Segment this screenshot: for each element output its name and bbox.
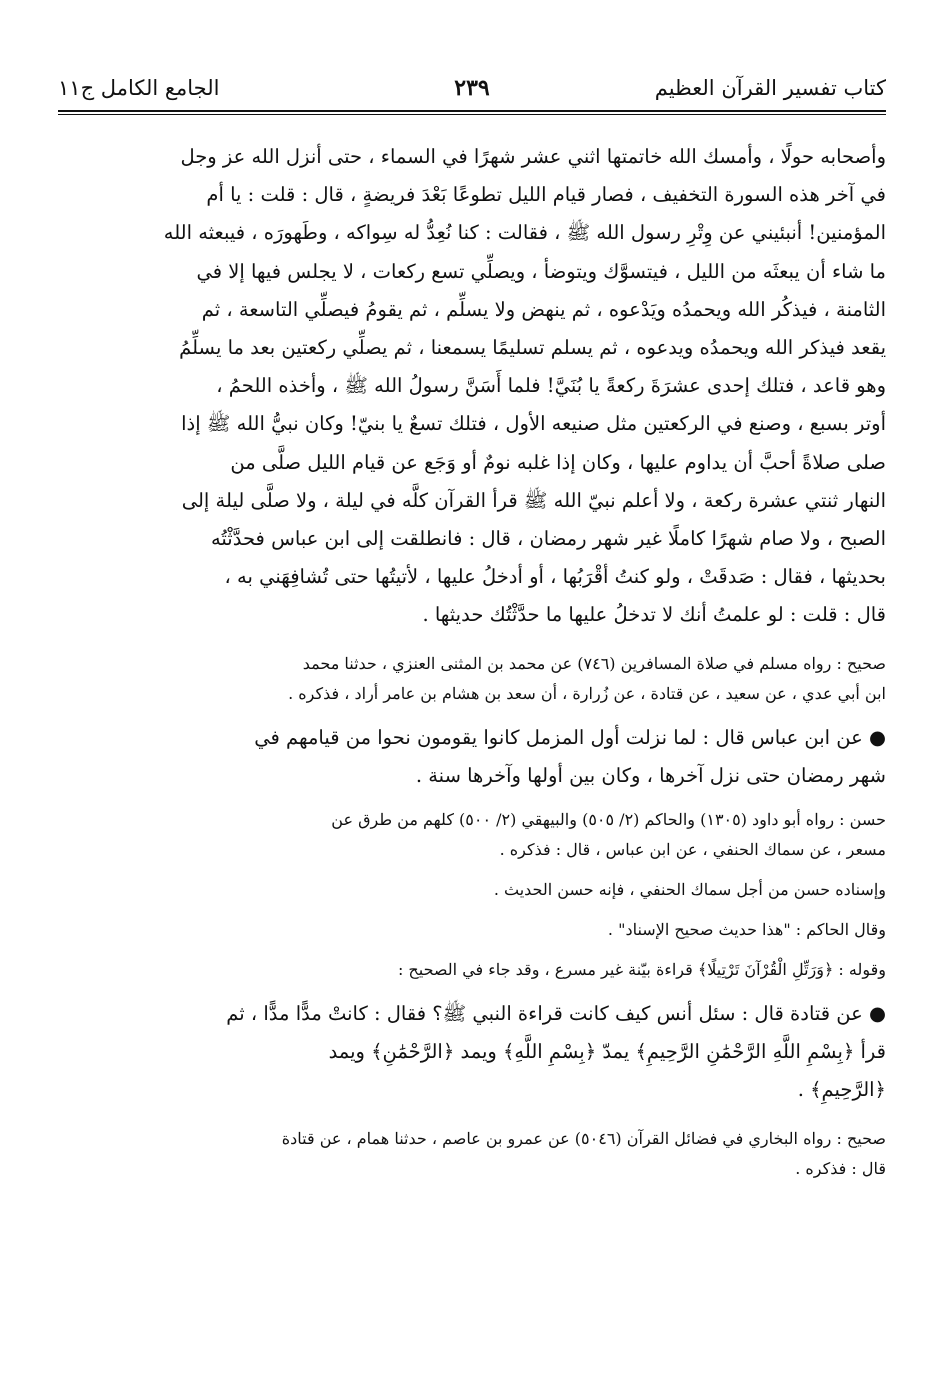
- header-rule-thin: [58, 114, 886, 115]
- note-line: قال : فذكره .: [795, 1158, 886, 1178]
- text-line: الثامنة ، فيذكُر الله ويحمدُه ويَدْعوه ، ثم ينهض ولا يسلِّم ، ثم يقومُ فيصلِّي التاسعة ، ثم: [201, 297, 886, 321]
- takhrij-note-1: [58, 649, 886, 709]
- note-line: مسعر ، عن سماك الحنفي ، عن ابن عباس ، قال : فذكره .: [499, 840, 886, 860]
- note-line: صحيح : رواه البخاري في فضائل القرآن (٥٠٤٦) عن عمرو بن عاصم ، حدثنا همام ، عن قتادة: [281, 1128, 886, 1148]
- page-content: [58, 138, 886, 1184]
- note-line: صحيح : رواه مسلم في صلاة المسافرين (٧٤٦) عن محمد بن المثنى العنزي ، حدثنا محمد: [302, 653, 886, 673]
- book-title: كتاب تفسير القرآن العظيم: [654, 76, 886, 100]
- takhrij-note-2: [58, 805, 886, 865]
- text-line: المؤمنين! أنبئيني عن وِتْرِ رسول الله ﷺ ، فقالت : كنا نُعِدُّ له سِواكه ، وطَهورَه ، فيبعثه الله: [163, 221, 886, 245]
- volume-title: الجامع الكامل ج١١: [58, 76, 220, 100]
- text-line: قال : قلت : لو علمتُ أنك لا تدخلُ عليها ما حدَّثْتُك حديثها .: [422, 603, 886, 627]
- takhrij-note-3: [58, 1124, 886, 1184]
- text-line: شهر رمضان حتى نزل آخرها ، وكان بين أولها وآخرها سنة .: [415, 763, 886, 787]
- text-line: الصبح ، ولا صام شهرًا كاملًا غير شهر رمضان ، قال : فانطلقت إلى ابن عباس فحدَّثْتُه: [210, 527, 886, 551]
- note-line: ابن أبي عدي ، عن سعيد ، عن قتادة ، عن زُرارة ، أن سعد بن هشام بن عامر أراد ، فذكره .: [288, 683, 886, 703]
- text-line: النهار ثنتي عشرة ركعة ، ولا أعلم نبيّ الله ﷺ قرأ القرآن كلَّه في ليلة ، ولا صلَّى ليلة إلى: [181, 488, 886, 512]
- header-rule: [58, 110, 886, 112]
- text-line: يقعد فيذكر الله ويحمدُه ويدعوه ، ثم يسلم تسليمًا يسمعنا ، ثم يصلِّي ركعتين بعد ما يسلِّمُ: [179, 336, 886, 360]
- hadith-bullet-2: [58, 995, 886, 1110]
- text-line: ● عن قتادة قال : سئل أنس كيف كانت قراءة النبي ﷺ؟ فقال : كانتْ مدًّا مدًّا ، ثم: [226, 1002, 886, 1026]
- text-line: وأصحابه حولًا ، وأمسك الله خاتمتها اثني عشر شهرًا في السماء ، حتى أنزل الله عز وجل: [180, 145, 886, 168]
- isnad-note: وإسناده حسن من أجل سماك الحنفي ، فإنه حسن الحديث .: [493, 880, 886, 900]
- text-line: قرأ ﴿بِسْمِ اللَّهِ الرَّحْمَٰنِ الرَّحِيمِ﴾ يمدّ ﴿بِسْمِ اللَّهِ﴾ ويمد ﴿الرَّحْمَٰنِ﴾ ويمد: [328, 1040, 886, 1064]
- text-line: ما شاء أن يبعثَه من الليل ، فيتسوَّك ويتوضأ ، ويصلِّي تسع ركعات ، لا يجلس فيها إلا في: [196, 259, 886, 283]
- text-line: أوتر بسبع ، وصنع في الركعتين مثل صنيعه الأول ، فتلك تسعٌ يا بنيّ! وكان نبيُّ الله ﷺ إذا: [181, 412, 886, 436]
- text-line: صلى صلاةً أحبَّ أن يداوم عليها ، وكان إذا غلبه نومٌ أو وَجَع عن قيام الليل صلَّى من: [230, 450, 886, 474]
- running-header: [58, 72, 886, 104]
- hakim-note: وقال الحاكم : "هذا حديث صحيح الإسناد" .: [607, 920, 886, 940]
- text-line: في آخر هذه السورة التخفيف ، فصار قيام الليل تطوعًا بَعْدَ فريضةٍ ، قال : قلت : يا أم: [206, 183, 886, 207]
- text-line: ● عن ابن عباس قال : لما نزلت أول المزمل كانوا يقومون نحوا من قيامهم في: [254, 725, 886, 749]
- verse-note: وقوله : ﴿وَرَتِّلِ الْقُرْآنَ تَرْتِيلًا﴾ قراءة بيّنة غير مسرع ، وقد جاء في الصحيح :: [397, 960, 886, 980]
- page-number: ٢٣٩: [454, 75, 490, 101]
- main-text: [58, 138, 886, 635]
- text-line: ﴿الرَّحِيمِ﴾ .: [797, 1078, 886, 1102]
- hadith-bullet-1: [58, 719, 886, 795]
- text-line: وهو قاعد ، فتلك إحدى عشرَةَ ركعةً يا بُنَيَّ! فلما أَسَنَّ رسولُ الله ﷺ ، وأخذه اللحمُ ،: [216, 374, 886, 398]
- note-line: حسن : رواه أبو داود (١٣٠٥) والحاكم (٢/ ٥٠٥) والبيهقي (٢/ ٥٠٠) كلهم من طرق عن: [331, 810, 886, 830]
- text-line: بحديثها ، فقال : صَدقَتْ ، ولو كنتُ أقْرَبُها ، أو أدخلُ عليها ، لأتيتُها حتى تُشافِهَني به ،: [224, 565, 886, 589]
